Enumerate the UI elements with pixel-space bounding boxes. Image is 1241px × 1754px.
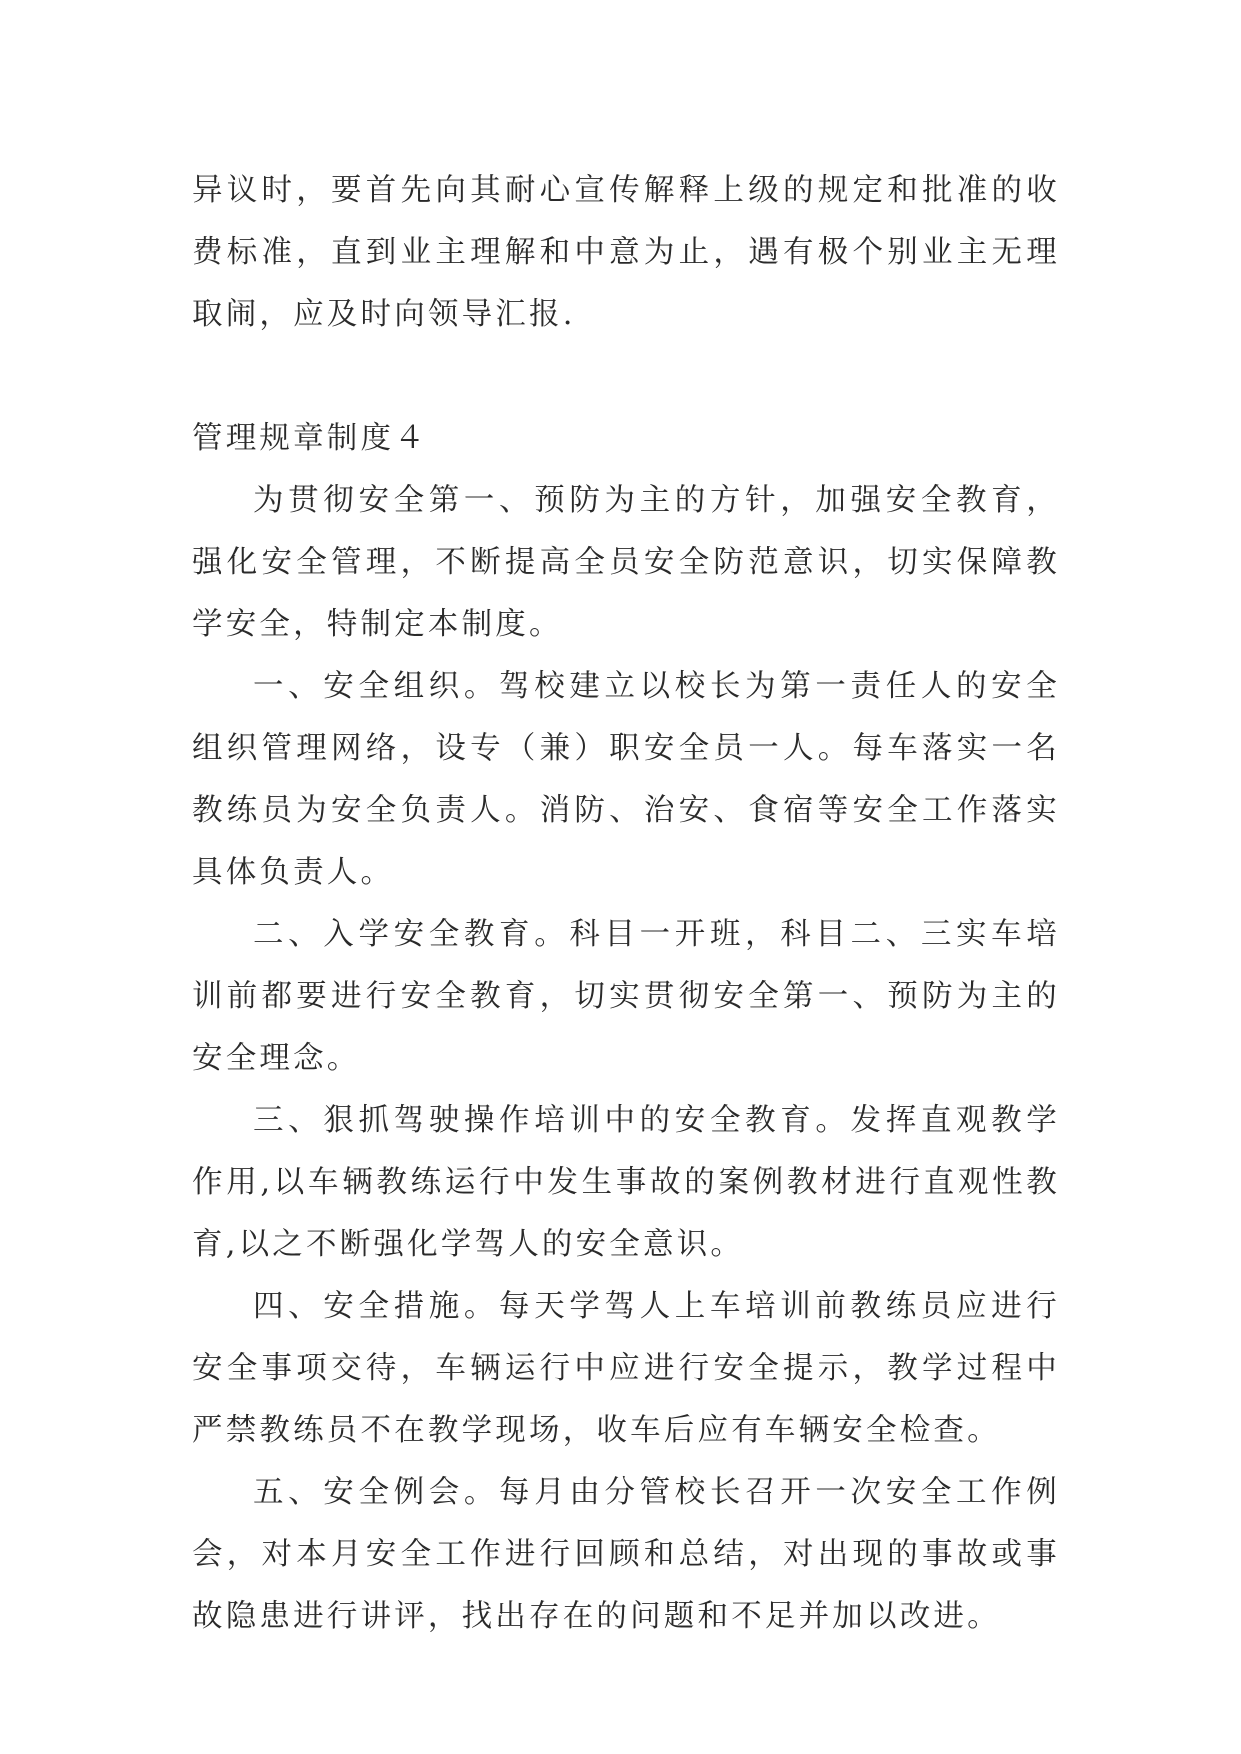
section-heading: 管理规章制度４ xyxy=(192,421,428,456)
rule-paragraph-training-education: 三、狠抓驾驶操作培训中的安全教育。发挥直观教学作用,以车辆教练运行中发生事故的案例教材进行直观性教育,以之不断强化学驾人的安全意识。 xyxy=(192,1103,1060,1262)
rule-paragraph-meetings: 五、安全例会。每月由分管校长召开一次安全工作例会，对本月安全工作进行回顾和总结，对出现的事故或事故隐患进行讲评，找出存在的问题和不足并加以改进。 xyxy=(192,1475,1060,1634)
continuation-paragraph: 异议时，要首先向其耐心宣传解释上级的规定和批准的收费标准，直到业主理解和中意为止，遇有极个别业主无理取闹，应及时向领导汇报. xyxy=(192,173,1060,332)
document-body xyxy=(192,160,1060,1648)
rule-paragraph-measures: 四、安全措施。每天学驾人上车培训前教练员应进行安全事项交待，车辆运行中应进行安全提示，教学过程中严禁教练员不在教学现场，收车后应有车辆安全检查。 xyxy=(192,1289,1060,1448)
rule-paragraph-enrollment-education: 二、入学安全教育。科目一开班，科目二、三实车培训前都要进行安全教育，切实贯彻安全第一、预防为主的安全理念。 xyxy=(192,917,1060,1076)
rule-paragraph-organization: 一、安全组织。驾校建立以校长为第一责任人的安全组织管理网络，设专（兼）职安全员一人。每车落实一名教练员为安全负责人。消防、治安、食宿等安全工作落实具体负责人。 xyxy=(192,669,1060,890)
intro-paragraph: 为贯彻安全第一、预防为主的方针，加强安全教育，强化安全管理，不断提高全员安全防范意识，切实保障教学安全，特制定本制度。 xyxy=(192,483,1060,642)
